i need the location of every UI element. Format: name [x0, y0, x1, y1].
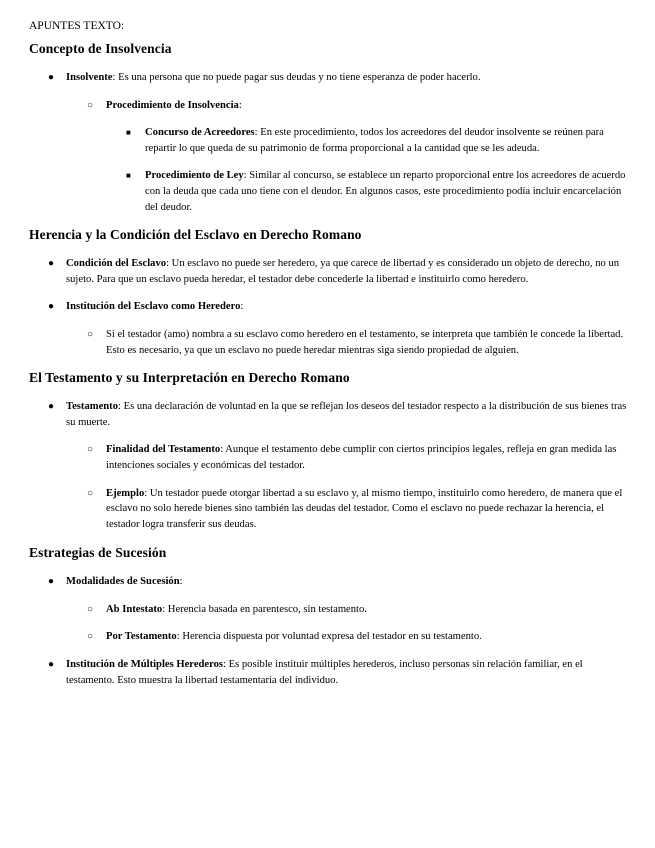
- bullet-disc-icon: ●: [48, 72, 55, 83]
- document-title: APUNTES TEXTO:: [29, 20, 125, 32]
- definition: :: [238, 99, 242, 111]
- definition: : En este procedimiento, todos los acreedores del deudor insolvente se reúnen para repartir lo que queda de su patrimonio de forma proporcional a la cantidad que se les adeuda.: [145, 127, 604, 154]
- list-item: [29, 168, 633, 215]
- bullet-disc-icon: ●: [48, 576, 55, 588]
- definition: : Herencia dispuesta por voluntad expresa del testador en su testamento.: [176, 631, 482, 643]
- list-item: [29, 125, 633, 156]
- term: Procedimiento de Ley: [145, 170, 244, 182]
- bullet-square-icon: ■: [126, 128, 131, 138]
- list-item: [29, 299, 633, 315]
- definition: : Un testador puede otorgar libertad a su esclavo y, al mismo tiempo, instituirlo como heredero, de manera que el esclavo no solo herede bienes sino también las deudas del testador. Como el esclavo no puede rechazar la herencia, el testador logra transferir sus deudas.: [106, 487, 623, 530]
- section-heading-insolvencia: Concepto de Insolvencia: [29, 41, 172, 56]
- term: Ab Intestato: [106, 603, 163, 615]
- section-heading-estrategias: Estrategias de Sucesión: [29, 545, 167, 561]
- bullet-disc-icon: ●: [48, 401, 55, 413]
- bullet-circle-icon: ○: [87, 328, 94, 340]
- bullet-circle-icon: ○: [87, 444, 94, 456]
- definition: : Es una persona que no puede pagar sus deudas y no tiene esperanza de poder hacerlo.: [112, 72, 481, 83]
- section-heading-testamento: El Testamento y su Interpretación en Derecho Romano: [29, 370, 350, 386]
- definition: : Es posible instituir múltiples herederos, incluso personas sin relación familiar, en el testamento. Esto muestra la libertad testamentaria del individuo.: [66, 659, 583, 686]
- bullet-circle-icon: ○: [87, 487, 94, 499]
- term: Ejemplo: [106, 487, 145, 499]
- term: Institución del Esclavo como Heredero: [66, 301, 241, 313]
- definition: :: [179, 576, 183, 588]
- list-item: [29, 629, 633, 645]
- bullet-square-icon: ■: [126, 171, 131, 181]
- bullet-disc-icon: ●: [48, 258, 55, 270]
- list-item: [29, 256, 633, 287]
- bullet-circle-icon: ○: [87, 99, 94, 111]
- list-item: [29, 327, 633, 358]
- term: Condición del Esclavo: [66, 258, 167, 270]
- term: Insolvente: [66, 72, 113, 83]
- definition: :: [240, 301, 244, 313]
- term: Procedimiento de Insolvencia: [106, 99, 239, 111]
- bullet-circle-icon: ○: [87, 603, 94, 615]
- term: Modalidades de Sucesión: [66, 576, 180, 588]
- bullet-circle-icon: ○: [87, 631, 94, 643]
- definition: Si el testador (amo) nombra a su esclavo como heredero en el testamento, se interpreta que también le concede la libertad. Esto es necesario, ya que un esclavo no puede heredar mientras siga siendo propiedad de alguien.: [106, 328, 624, 356]
- section-heading-herencia-esclavo: Herencia y la Condición del Esclavo en Derecho Romano: [29, 227, 362, 243]
- list-item: [29, 70, 633, 86]
- list-item: [29, 657, 633, 688]
- term: Finalidad del Testamento: [106, 444, 221, 456]
- list-item: [29, 98, 633, 114]
- bullet-disc-icon: ●: [48, 301, 55, 313]
- bullet-disc-icon: ●: [48, 659, 55, 671]
- definition: : Es una declaración de voluntad en la que se reflejan los deseos del testador respecto a la distribución de sus bienes tras su muerte.: [66, 401, 627, 428]
- term: Por Testamento: [106, 631, 177, 643]
- term: Testamento: [66, 401, 118, 413]
- definition: : Un esclavo no puede ser heredero, ya que carece de libertad y es considerado un objeto de derecho, no un sujeto. Para que un esclavo pueda heredar, el testador debe concederle la libertad e instituirlo como heredero.: [66, 258, 620, 285]
- definition: : Herencia basada en parentesco, sin testamento.: [162, 603, 367, 615]
- list-item: [29, 442, 633, 473]
- list-item: [29, 399, 633, 430]
- list-item: [29, 486, 633, 533]
- definition: : Similar al concurso, se establece un reparto proporcional entre los acreedores de acuerdo con la deuda que cada uno tiene con el deudor. En algunos casos, este procedimiento podía incluir encarcelación del deudor.: [145, 170, 626, 213]
- term: Concurso de Acreedores: [145, 127, 255, 139]
- definition: : Aunque el testamento debe cumplir con ciertos principios legales, refleja en gran medida las intenciones sociales y económicas del testador.: [106, 444, 617, 471]
- list-item: [29, 602, 633, 618]
- term: Institución de Múltiples Herederos: [66, 659, 224, 671]
- list-item: [29, 574, 633, 590]
